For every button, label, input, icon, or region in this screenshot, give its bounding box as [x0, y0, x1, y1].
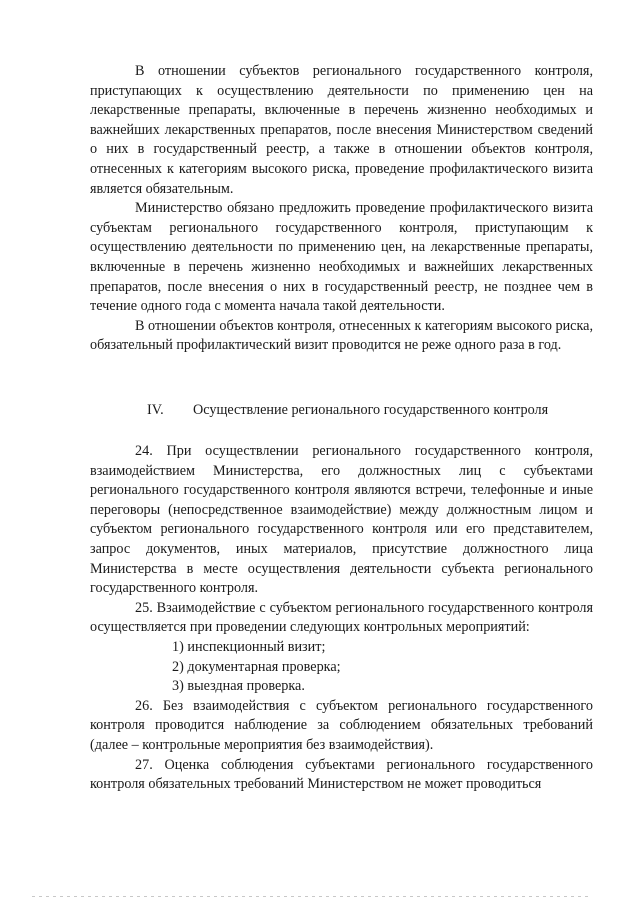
paragraph-ministry-obliged: Министерство обязано предложить проведение профилактического визита субъектам регионального государственного контроля, приступающим к осуществлению деятельности по применению цен, на лекарственные препараты, включенные в перечень жизненно необходимых и важнейших лекарственных препаратов, после внесения о них в государственный реестр, не позднее чем в течение одного года с момента начала такой деятельности. — [90, 200, 593, 315]
paragraph-26: 26. Без взаимодействия с субъектом регионального государственного контроля проводится наблюдение за соблюдением обязательных требований (далее – контрольные мероприятия без взаимодействия). — [90, 697, 593, 753]
scan-footer-artifact — [32, 896, 592, 897]
paragraph-25: 25. Взаимодействие с субъектом регионального государственного контроля осуществляется при проведении следующих контрольных мероприятий: — [90, 599, 593, 636]
section-body — [90, 442, 593, 795]
top-section — [90, 62, 593, 356]
paragraph-high-risk-visit: В отношении объектов контроля, отнесенных к категориям высокого риска, обязательный профилактический визит проводится не реже одного раза в год. — [90, 317, 593, 354]
list-item-inspection-visit: 1) инспекционный визит; — [172, 638, 326, 655]
section-number: IV. — [147, 402, 164, 418]
list-item-documentary-check: 2) документарная проверка; — [172, 658, 341, 675]
paragraph-27: 27. Оценка соблюдения субъектами регионального государственного контроля обязательных требований Министерством не может проводиться — [90, 756, 593, 793]
section-title: Осуществление регионального государственного контроля — [193, 402, 549, 418]
list-item-onsite-check: 3) выездная проверка. — [172, 678, 305, 695]
paragraph-24: 24. При осуществлении регионального государственного контроля, взаимодействием Министерства, его должностных лиц с субъектами регионального государственного контроля являются встречи, телефонные и иные переговоры (непосредственное взаимодействие) между должностным лицом и субъектом регионального государственного контроля или его представителем, запрос документов, иных материалов, присутствие должностного лица Министерства в месте осуществления деятельности субъекта регионального государственного контроля. — [90, 443, 593, 597]
paragraph-mandatory-visit: В отношении субъектов регионального государственного контроля, приступающих к осуществлению деятельности по применению цен на лекарственные препараты, включенные в перечень жизненно необходимых и важнейших лекарственных препаратов, после внесения Министерством сведений о них в государственный реестр, а также в отношении объектов контроля, отнесенных к категориям высокого риска, проведение профилактического визита является обязательным. — [90, 63, 593, 197]
